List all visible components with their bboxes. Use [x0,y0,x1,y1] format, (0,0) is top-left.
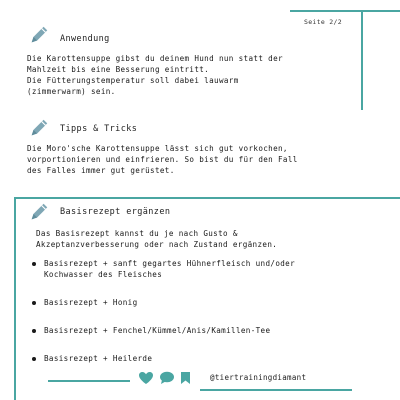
list-item-line: Basisrezept + Honig [44,298,138,307]
pen-icon [28,117,50,139]
section-heading-basisrezept: Basisrezept ergänzen [60,207,171,217]
section-heading-tipps: Tipps & Tricks [60,124,138,134]
list-item [30,353,295,364]
frame-line-bottom-left-horizontal [48,380,130,382]
list-item-line: Basisrezept + Heilerde [44,354,153,363]
text-line: Die Karottensuppe gibst du deinem Hund nun statt der [27,54,283,63]
text-line: des Falles immer gut gerüstet. [27,166,175,175]
pen-icon [28,24,50,46]
frame-line-middle-horizontal [14,197,400,199]
social-icons [138,371,191,385]
text-line: Akzeptanzverbesserung oder nach Zustand ergänzen. [36,240,278,249]
instagram-handle[interactable]: @tiertrainingdiamant [210,373,307,382]
frame-line-top-right-horizontal [290,10,400,12]
frame-line-top-right-vertical [361,10,363,110]
text-line: (zimmerwarm) sein. [27,87,116,96]
section-heading-anwendung: Anwendung [60,34,110,44]
section-text-tipps [27,143,298,176]
text-line: Die Moro'sche Karottensuppe lässt sich gut vorkochen, [27,144,288,153]
section-text-anwendung [27,53,283,97]
pen-icon [28,201,50,223]
list-item [30,297,295,308]
text-line: Mahlzeit bis eine Besserung eintritt. [27,65,210,74]
frame-line-left-vertical [14,197,16,400]
list-item-line: Basisrezept + sanft gegartes Hühnerfleisch und/oder [44,259,296,268]
speech-bubble-icon[interactable] [159,371,175,385]
text-line: vorportionieren und einfrieren. So bist du für den Fall [27,155,298,164]
text-line: Die Fütterungstemperatur soll dabei lauwarm [27,76,239,85]
frame-line-bottom-right-horizontal [200,389,352,391]
text-line: Das Basisrezept kannst du je nach Gusto & [36,229,238,238]
list-item [30,258,295,280]
list-item [30,325,295,336]
bookmark-icon[interactable] [180,371,191,385]
page-number: Seite 2/2 [304,18,342,26]
list-item-line: Kochwasser des Fleisches [44,270,163,279]
list-item-line: Basisrezept + Fenchel/Kümmel/Anis/Kamillen-Tee [44,326,271,335]
section-text-basisrezept [36,228,277,250]
recipe-variations-list [30,258,295,364]
heart-icon[interactable] [138,371,154,385]
